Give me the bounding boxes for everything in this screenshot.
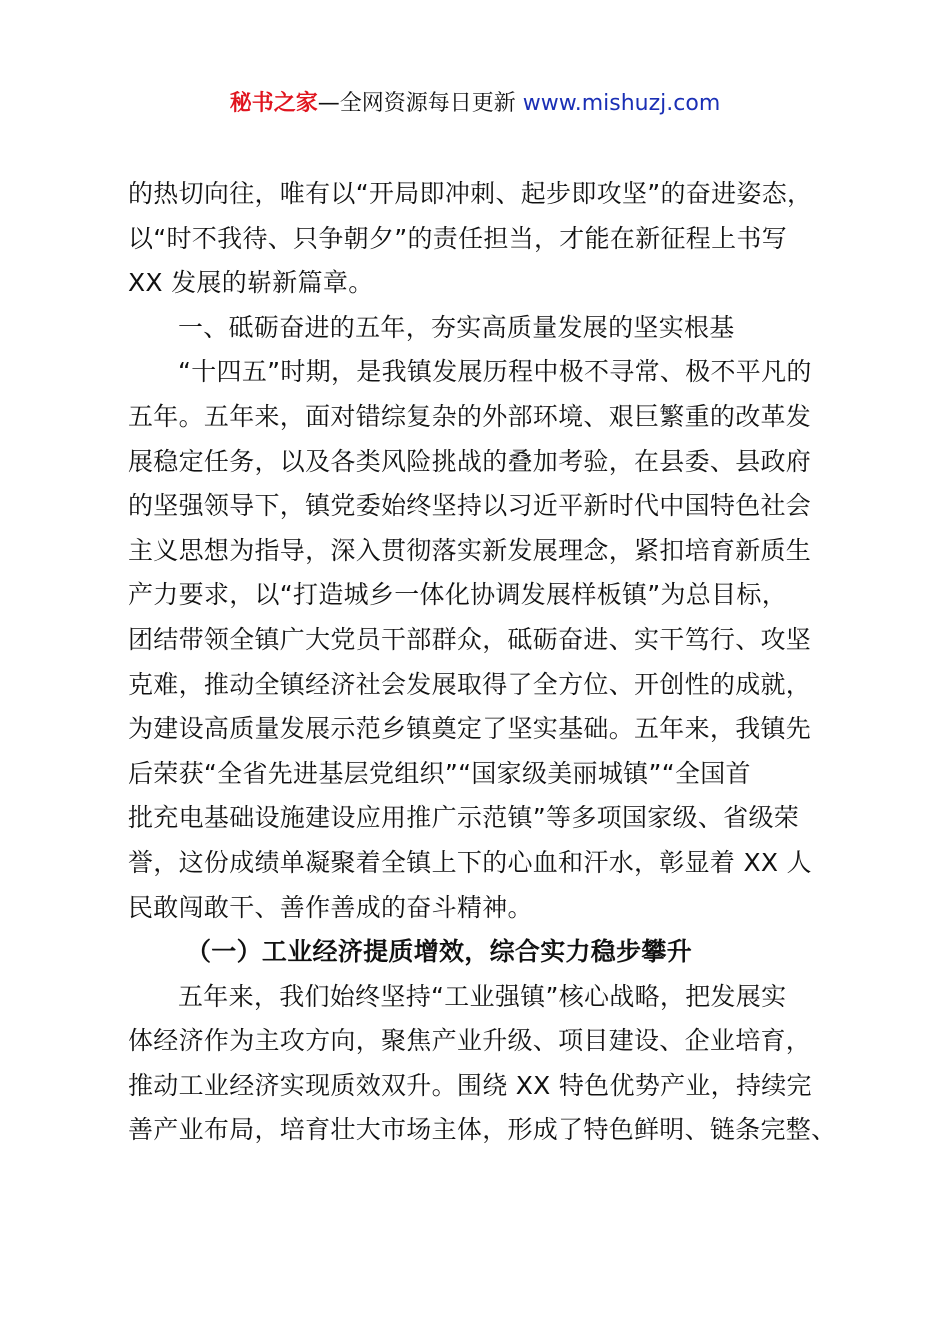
text-line: 善产业布局，培育壮大市场主体，形成了特色鲜明、链条完整、 <box>128 1115 837 1145</box>
subsection-heading: （一）工业经济提质增效，综合实力稳步攀升 <box>186 937 693 967</box>
text-line: 以“时不我待、只争朝夕”的责任担当，才能在新征程上书写 <box>128 223 788 253</box>
text-line: 主义思想为指导，深入贯彻落实新发展理念，紧扣培育新质生 <box>128 535 812 565</box>
text-line: 后荣获“全省先进基层党组织”“国家级美丽城镇”“全国首 <box>128 758 751 788</box>
text-line: 民敢闯敢干、善作善成的奋斗精神。 <box>128 892 533 922</box>
page-header <box>0 88 950 120</box>
text-line: 体经济作为主攻方向，聚焦产业升级、项目建设、企业培育， <box>128 1026 812 1056</box>
document-body <box>128 172 858 1153</box>
brand-name: 秘书之家 <box>229 91 318 116</box>
text-line: 五年。五年来，面对错综复杂的外部环境、艰巨繁重的改革发 <box>128 401 812 431</box>
text-line: 推动工业经济实现质效双升。围绕 XX 特色优势产业，持续完 <box>128 1070 812 1100</box>
paragraph-start: 五年来，我们始终坚持“工业强镇”核心战略，把发展实 <box>178 981 787 1011</box>
header-tagline: —全网资源每日更新 <box>317 91 523 116</box>
paragraph-start: “十四五”时期，是我镇发展历程中极不寻常、极不平凡的 <box>178 357 812 387</box>
text-line: 团结带领全镇广大党员干部群众，砥砺奋进、实干笃行、攻坚 <box>128 624 812 654</box>
text-line: 誉，这份成绩单凝聚着全镇上下的心血和汗水，彰显着 XX 人 <box>128 847 812 877</box>
text-line: 产力要求，以“打造城乡一体化协调发展样板镇”为总目标， <box>128 580 788 610</box>
text-line: XX 发展的崭新篇章。 <box>128 268 374 298</box>
section-heading: 一、砥砺奋进的五年，夯实高质量发展的坚实根基 <box>178 312 735 342</box>
text-line: 克难，推动全镇经济社会发展取得了全方位、开创性的成就， <box>128 669 812 699</box>
text-line: 为建设高质量发展示范乡镇奠定了坚实基础。五年来，我镇先 <box>128 714 812 744</box>
text-line: 的热切向往，唯有以“开局即冲刺、起步即攻坚”的奋进姿态， <box>128 179 813 208</box>
text-line: 批充电基础设施建设应用推广示范镇”等多项国家级、省级荣 <box>128 803 800 833</box>
text-line: 展稳定任务，以及各类风险挑战的叠加考验，在县委、县政府 <box>128 446 812 476</box>
website-link[interactable]: www.mishuzj.com <box>522 91 721 116</box>
text-line: 的坚强领导下，镇党委始终坚持以习近平新时代中国特色社会 <box>128 491 812 521</box>
